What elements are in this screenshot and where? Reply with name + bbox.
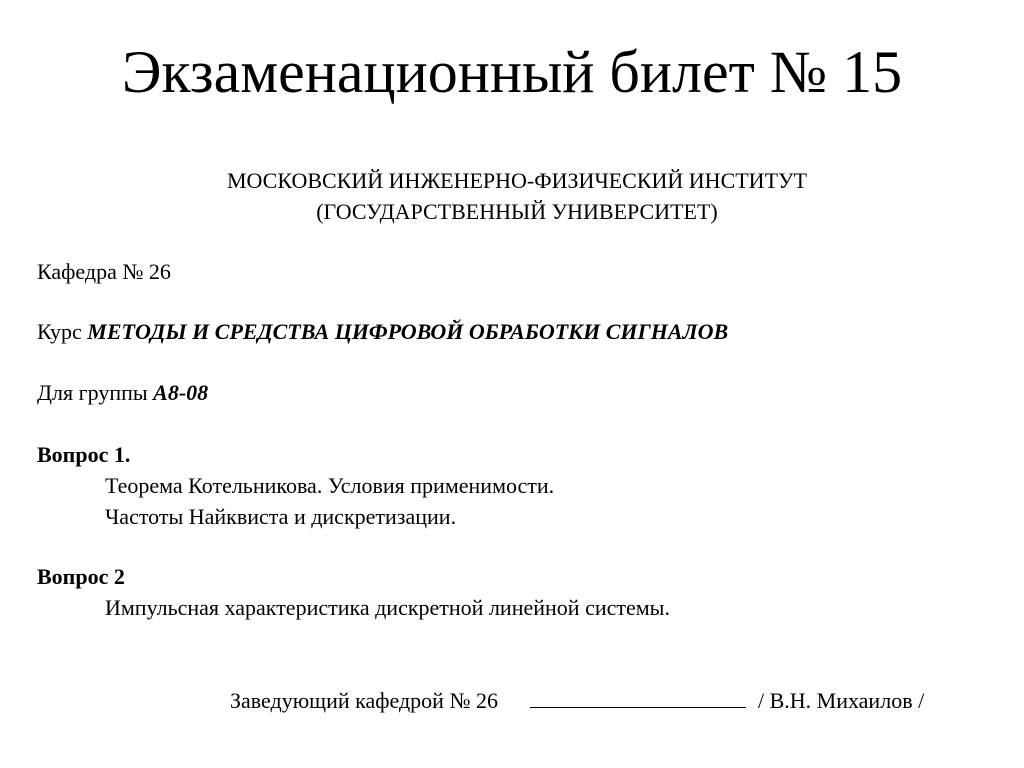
question-1-text-line: Теорема Котельникова. Условия применимости. xyxy=(105,473,555,498)
question-1-heading: Вопрос 1. xyxy=(37,442,131,467)
course-line xyxy=(37,318,728,346)
question-2-text-line: Импульсная характеристика дискретной линейной системы. xyxy=(105,595,670,620)
question-1-text-line: Частоты Найквиста и дискретизации. xyxy=(105,504,457,529)
course-label: Курс xyxy=(37,319,82,344)
signature-line xyxy=(530,687,746,708)
group-value: А8-08 xyxy=(153,380,209,405)
page-title: Экзаменационный билет № 15 xyxy=(121,39,903,105)
question-2-heading: Вопрос 2 xyxy=(37,564,125,589)
course-name: МЕТОДЫ И СРЕДСТВА ЦИФРОВОЙ ОБРАБОТКИ СИГНАЛОВ xyxy=(87,319,729,344)
group-label: Для группы xyxy=(37,380,148,405)
signatory-name: / В.Н. Михаилов / xyxy=(757,688,925,713)
institute-name: МОСКОВСКИЙ ИНЖЕНЕРНО-ФИЗИЧЕСКИЙ ИНСТИТУТ xyxy=(226,168,808,193)
signature-block xyxy=(230,687,924,715)
institute-subtitle: (ГОСУДАРСТВЕННЫЙ УНИВЕРСИТЕТ) xyxy=(316,199,718,224)
group-line xyxy=(37,379,208,407)
department-line: Кафедра № 26 xyxy=(37,259,171,284)
signatory-role: Заведующий кафедрой № 26 xyxy=(230,688,498,713)
institute-header xyxy=(0,165,1024,227)
